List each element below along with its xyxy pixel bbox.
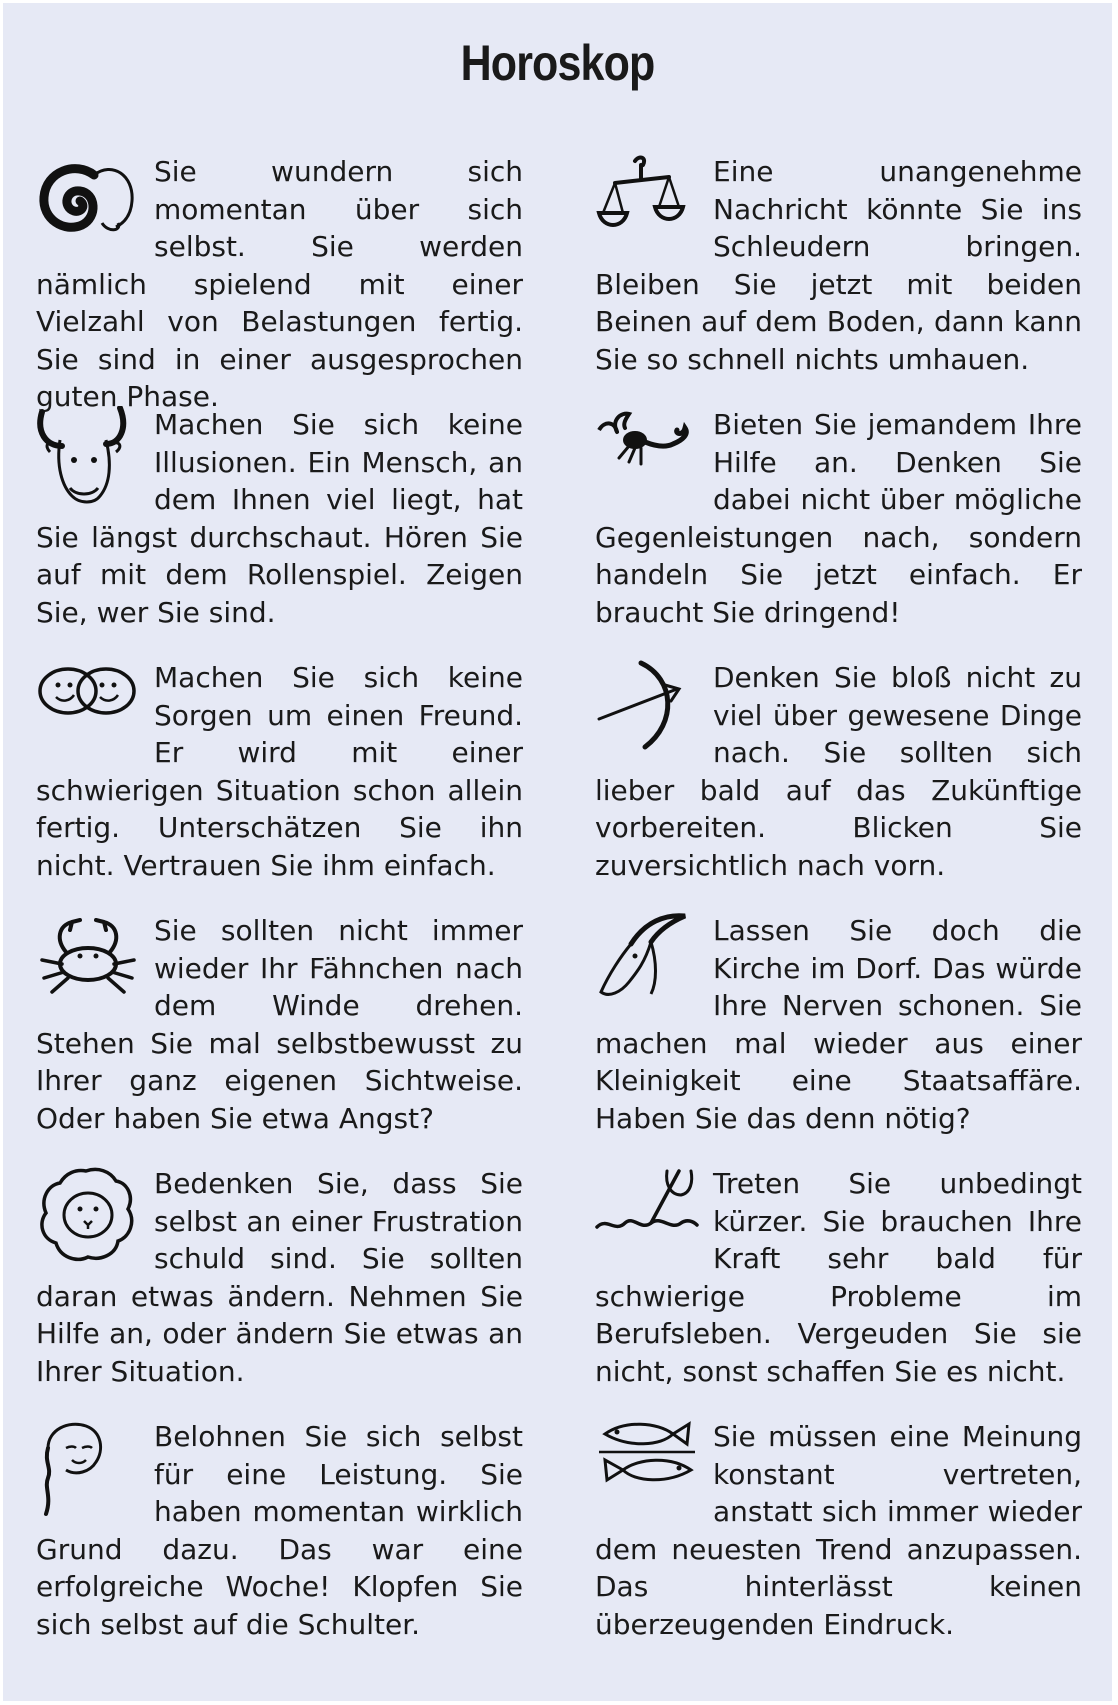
cancer-crab-icon: [36, 912, 148, 1024]
horoscope-entry-aries: [36, 153, 523, 413]
horoscope-text: Denken Sie bloß nicht zu viel über gewesene Dinge nach. Sie sollten sich lieber bald auf das Zukünftige vorbereiten. Blicken Sie zuversichtlich nach vorn.: [595, 661, 1082, 882]
horoscope-text: Sie müssen eine Meinung konstant vertreten, anstatt sich immer wieder dem neuesten Trend anzupassen. Das hinterlässt keinen überzeugenden Eindruck.: [595, 1420, 1082, 1641]
left-column: [36, 153, 523, 1671]
horoscope-text: Machen Sie sich keine Sorgen um einen Freund. Er wird mit einer schwierigen Situation schon allein fertig. Unterschätzen Sie ihn nicht. Vertrauen Sie ihm einfach.: [36, 661, 523, 882]
horoscope-page: [3, 3, 1112, 1701]
horoscope-entry-sagittarius: [595, 659, 1082, 912]
horoscope-entry-taurus: [36, 406, 523, 659]
horoscope-text: Sie sollten nicht immer wieder Ihr Fähnchen nach dem Winde drehen. Stehen Sie mal selbstbewusst zu Ihrer ganz eigenen Sichtweise. Oder haben Sie etwa Angst?: [36, 914, 523, 1135]
scorpio-scorpion-icon: [595, 406, 707, 518]
leo-lion-icon: [36, 1165, 148, 1277]
aries-ram-icon: [36, 153, 148, 265]
horoscope-text: Sie wundern sich momentan über sich selbst. Sie werden nämlich spielend mit einer Vielzahl von Belastungen fertig. Sie sind in einer ausgesprochen guten Phase.: [36, 155, 523, 413]
page-title: Horoskop: [460, 35, 655, 91]
right-column: [595, 153, 1082, 1671]
capricorn-goat-icon: [595, 912, 707, 1024]
horoscope-text: Machen Sie sich keine Illusionen. Ein Mensch, an dem Ihnen viel liegt, hat Sie längst durchschaut. Hören Sie auf mit dem Rollenspiel. Zeigen Sie, wer Sie sind.: [36, 408, 523, 629]
horoscope-text: Belohnen Sie sich selbst für eine Leistung. Sie haben momentan wirklich Grund dazu. Das war eine erfolgreiche Woche! Klopfen Sie sich selbst auf die Schulter.: [36, 1420, 523, 1641]
taurus-bull-icon: [36, 406, 148, 518]
gemini-twins-icon: [36, 659, 148, 771]
horoscope-text: Lassen Sie doch die Kirche im Dorf. Das würde Ihre Nerven schonen. Sie machen mal wieder aus einer Kleinigkeit eine Staatsaffäre. Haben Sie das denn nötig?: [595, 914, 1082, 1135]
horoscope-text: Bedenken Sie, dass Sie selbst an einer Frustration schuld sind. Sie sollten daran etwas ändern. Nehmen Sie Hilfe an, oder ändern Sie etwas an Ihrer Situation.: [36, 1167, 523, 1388]
horoscope-entry-cancer: [36, 912, 523, 1165]
horoscope-entry-leo: [36, 1165, 523, 1418]
pisces-fish-icon: [595, 1418, 707, 1530]
horoscope-text: Bieten Sie jemandem Ihre Hilfe an. Denken Sie dabei nicht über mögliche Gegenleistungen nach, sondern handeln Sie jetzt einfach. Er braucht Sie dringend!: [595, 408, 1082, 629]
horoscope-entry-libra: [595, 153, 1082, 406]
libra-scales-icon: [595, 153, 707, 265]
horoscope-entry-pisces: [595, 1418, 1082, 1671]
horoscope-entry-virgo: [36, 1418, 523, 1671]
horoscope-text: Treten Sie unbedingt kürzer. Sie brauchen Ihre Kraft sehr bald für schwierige Probleme im Berufsleben. Vergeuden Sie sie nicht, sonst schaffen Sie es nicht.: [595, 1167, 1082, 1388]
virgo-maiden-icon: [36, 1418, 148, 1530]
horoscope-entry-aquarius: [595, 1165, 1082, 1418]
horoscope-entry-capricorn: [595, 912, 1082, 1165]
aquarius-trident-icon: [595, 1165, 707, 1277]
horoscope-entry-scorpio: [595, 406, 1082, 659]
horoscope-entry-gemini: [36, 659, 523, 912]
horoscope-text: Eine unangenehme Nachricht könnte Sie ins Schleudern bringen. Bleiben Sie jetzt mit beiden Beinen auf dem Boden, dann kann Sie so schnell nichts umhauen.: [595, 155, 1082, 376]
sagittarius-bow-icon: [595, 659, 707, 771]
